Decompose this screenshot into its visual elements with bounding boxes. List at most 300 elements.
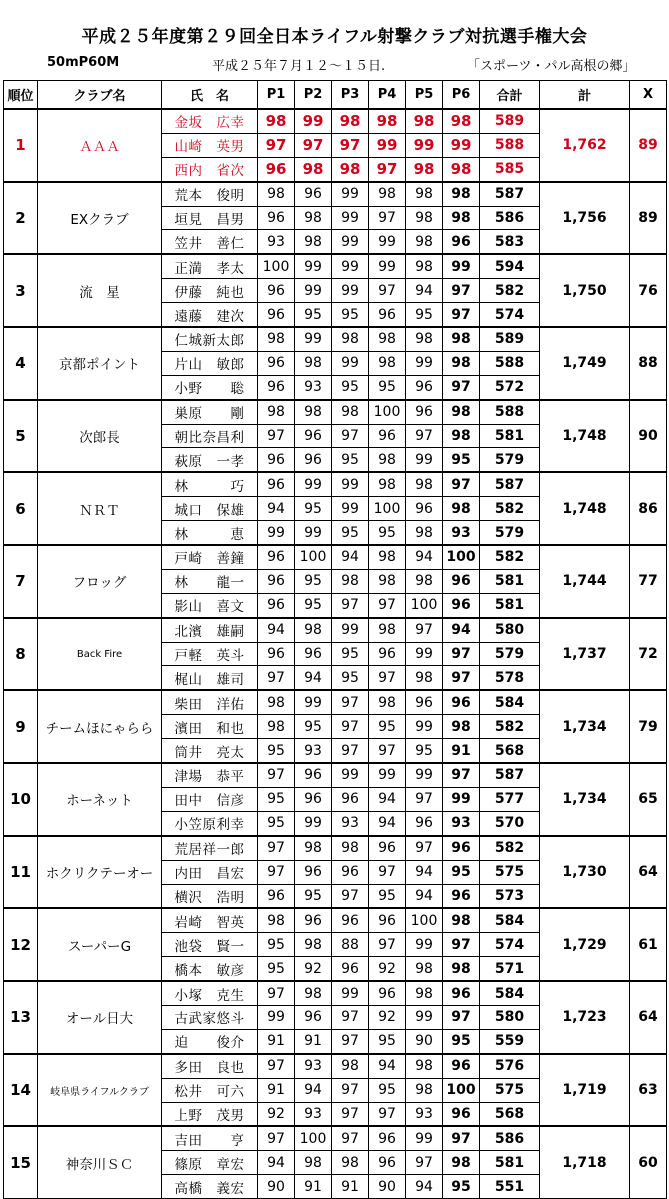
club-name-cell: ホクリクテーオー	[38, 836, 162, 909]
series-score-cell-p2: 94	[295, 666, 332, 690]
series-score-cell-p6: 96	[443, 836, 480, 860]
series-score-cell-p1: 98	[258, 400, 295, 424]
rank-cell: 4	[4, 327, 38, 400]
series-score-cell-p5: 90	[406, 1029, 443, 1053]
series-score-cell-p2: 93	[295, 739, 332, 763]
table-row	[4, 836, 667, 860]
series-score-cell-p4: 94	[369, 1054, 406, 1078]
shooter-name-cell: 戸軽 英斗	[162, 642, 258, 666]
series-score-cell-p5: 99	[406, 933, 443, 957]
team-x-cell: 90	[630, 400, 667, 473]
series-score-cell-p1: 97	[258, 424, 295, 448]
series-score-cell-p4: 97	[369, 739, 406, 763]
shooter-sum-cell: 551	[480, 1175, 540, 1199]
shooter-sum-cell: 575	[480, 860, 540, 884]
series-score-cell-p6: 91	[443, 739, 480, 763]
series-score-cell-p2: 98	[295, 618, 332, 642]
header-p6: P6	[443, 81, 480, 110]
series-score-cell-p6: 97	[443, 666, 480, 690]
series-score-cell-p1: 97	[258, 1054, 295, 1078]
shooter-sum-cell: 574	[480, 303, 540, 327]
series-score-cell-p2: 99	[295, 521, 332, 545]
rank-cell: 13	[4, 981, 38, 1054]
series-score-cell-p5: 98	[406, 254, 443, 278]
shooter-name-cell: 荒居祥一郎	[162, 836, 258, 860]
shooter-sum-cell: 586	[480, 206, 540, 230]
shooter-name-cell: 古武家悠斗	[162, 1005, 258, 1029]
series-score-cell-p6: 96	[443, 1054, 480, 1078]
table-row	[4, 763, 667, 787]
shooter-sum-cell: 579	[480, 642, 540, 666]
series-score-cell-p4: 97	[369, 206, 406, 230]
series-score-cell-p4: 96	[369, 1126, 406, 1150]
club-name-cell: EXクラブ	[38, 182, 162, 255]
shooter-sum-cell: 579	[480, 448, 540, 472]
team-x-cell: 89	[630, 182, 667, 255]
club-name-cell: 京都ポイント	[38, 327, 162, 400]
series-score-cell-p2: 98	[295, 230, 332, 254]
series-score-cell-p3: 98	[332, 1054, 369, 1078]
shooter-sum-cell: 580	[480, 1005, 540, 1029]
series-score-cell-p4: 97	[369, 860, 406, 884]
shooter-sum-cell: 575	[480, 1078, 540, 1102]
series-score-cell-p4: 97	[369, 933, 406, 957]
series-score-cell-p4: 96	[369, 981, 406, 1005]
series-score-cell-p4: 98	[369, 351, 406, 375]
series-score-cell-p5: 98	[406, 666, 443, 690]
series-score-cell-p3: 95	[332, 375, 369, 399]
series-score-cell-p2: 98	[295, 981, 332, 1005]
shooter-name-cell: 筒井 亮太	[162, 739, 258, 763]
series-score-cell-p3: 97	[332, 1029, 369, 1053]
series-score-cell-p1: 95	[258, 933, 295, 957]
club-name-cell: ホーネット	[38, 763, 162, 836]
series-score-cell-p5: 96	[406, 400, 443, 424]
series-score-cell-p6: 97	[443, 375, 480, 399]
header-p4: P4	[369, 81, 406, 110]
series-score-cell-p1: 95	[258, 739, 295, 763]
series-score-cell-p4: 98	[369, 545, 406, 569]
team-total-cell: 1,718	[540, 1126, 630, 1198]
rank-cell: 14	[4, 1054, 38, 1127]
series-score-cell-p6: 93	[443, 811, 480, 835]
series-score-cell-p6: 95	[443, 1175, 480, 1199]
series-score-cell-p5: 99	[406, 763, 443, 787]
series-score-cell-p4: 98	[369, 690, 406, 714]
table-row	[4, 545, 667, 569]
series-score-cell-p2: 95	[295, 593, 332, 617]
series-score-cell-p4: 97	[369, 157, 406, 181]
shooter-name-cell: 林 巧	[162, 472, 258, 496]
rank-cell: 1	[4, 109, 38, 182]
series-score-cell-p4: 96	[369, 1151, 406, 1175]
rank-cell: 8	[4, 618, 38, 691]
series-score-cell-p2: 95	[295, 884, 332, 908]
series-score-cell-p1: 90	[258, 1175, 295, 1199]
shooter-name-cell: 金坂 広幸	[162, 109, 258, 133]
series-score-cell-p5: 94	[406, 279, 443, 303]
series-score-cell-p3: 97	[332, 1126, 369, 1150]
series-score-cell-p4: 96	[369, 424, 406, 448]
team-x-cell: 77	[630, 545, 667, 618]
series-score-cell-p5: 98	[406, 521, 443, 545]
shooter-sum-cell: 584	[480, 908, 540, 932]
series-score-cell-p2: 95	[295, 715, 332, 739]
series-score-cell-p6: 97	[443, 303, 480, 327]
club-name-cell: スーパーG	[38, 908, 162, 981]
series-score-cell-p2: 96	[295, 1005, 332, 1029]
series-score-cell-p2: 96	[295, 787, 332, 811]
series-score-cell-p5: 97	[406, 424, 443, 448]
series-score-cell-p5: 98	[406, 1078, 443, 1102]
series-score-cell-p2: 98	[295, 206, 332, 230]
series-score-cell-p4: 96	[369, 642, 406, 666]
series-score-cell-p6: 98	[443, 327, 480, 351]
series-score-cell-p3: 99	[332, 472, 369, 496]
series-score-cell-p1: 96	[258, 642, 295, 666]
shooter-name-cell: 荒本 俊明	[162, 182, 258, 206]
header-club: クラブ名	[38, 81, 162, 110]
series-score-cell-p3: 97	[332, 884, 369, 908]
shooter-name-cell: 遠藤 建次	[162, 303, 258, 327]
series-score-cell-p1: 96	[258, 375, 295, 399]
series-score-cell-p3: 99	[332, 618, 369, 642]
shooter-sum-cell: 581	[480, 569, 540, 593]
table-row	[4, 472, 667, 496]
series-score-cell-p3: 91	[332, 1175, 369, 1199]
series-score-cell-p1: 94	[258, 618, 295, 642]
series-score-cell-p2: 95	[295, 497, 332, 521]
team-x-cell: 76	[630, 254, 667, 327]
series-score-cell-p4: 90	[369, 1175, 406, 1199]
series-score-cell-p6: 96	[443, 1102, 480, 1126]
series-score-cell-p3: 96	[332, 787, 369, 811]
shooter-name-cell: 山崎 英男	[162, 133, 258, 157]
series-score-cell-p2: 99	[295, 109, 332, 133]
series-score-cell-p5: 99	[406, 1005, 443, 1029]
series-score-cell-p6: 99	[443, 133, 480, 157]
shooter-name-cell: 林 龍一	[162, 569, 258, 593]
shooter-sum-cell: 578	[480, 666, 540, 690]
shooter-name-cell: 田中 信彦	[162, 787, 258, 811]
series-score-cell-p2: 98	[295, 836, 332, 860]
header-rank: 順位	[4, 81, 38, 110]
shooter-name-cell: 橋本 敏彦	[162, 957, 258, 981]
series-score-cell-p5: 94	[406, 884, 443, 908]
series-score-cell-p6: 95	[443, 1029, 480, 1053]
team-total-cell: 1,748	[540, 472, 630, 545]
series-score-cell-p5: 99	[406, 642, 443, 666]
table-header-row	[4, 81, 667, 110]
series-score-cell-p6: 97	[443, 1005, 480, 1029]
club-name-cell: オール日大	[38, 981, 162, 1054]
series-score-cell-p5: 99	[406, 133, 443, 157]
series-score-cell-p6: 98	[443, 424, 480, 448]
series-score-cell-p6: 97	[443, 472, 480, 496]
series-score-cell-p6: 98	[443, 157, 480, 181]
shooter-name-cell: 上野 茂男	[162, 1102, 258, 1126]
shooter-name-cell: 北濱 雄嗣	[162, 618, 258, 642]
series-score-cell-p4: 98	[369, 182, 406, 206]
series-score-cell-p6: 100	[443, 545, 480, 569]
series-score-cell-p5: 98	[406, 957, 443, 981]
event-date: 平成２５年７月１２～１５日.	[212, 59, 386, 74]
shooter-sum-cell: 587	[480, 182, 540, 206]
series-score-cell-p3: 96	[332, 908, 369, 932]
series-score-cell-p6: 97	[443, 1126, 480, 1150]
shooter-name-cell: 城口 保雄	[162, 497, 258, 521]
series-score-cell-p2: 96	[295, 448, 332, 472]
series-score-cell-p3: 99	[332, 351, 369, 375]
rank-cell: 9	[4, 690, 38, 763]
series-score-cell-p2: 100	[295, 1126, 332, 1150]
series-score-cell-p1: 98	[258, 182, 295, 206]
series-score-cell-p5: 98	[406, 157, 443, 181]
shooter-name-cell: 小野 聡	[162, 375, 258, 399]
series-score-cell-p1: 96	[258, 884, 295, 908]
series-score-cell-p1: 95	[258, 957, 295, 981]
team-total-cell: 1,756	[540, 182, 630, 255]
series-score-cell-p4: 97	[369, 279, 406, 303]
series-score-cell-p6: 98	[443, 206, 480, 230]
series-score-cell-p6: 98	[443, 957, 480, 981]
shooter-name-cell: 小塚 克生	[162, 981, 258, 1005]
series-score-cell-p5: 97	[406, 787, 443, 811]
table-row	[4, 981, 667, 1005]
series-score-cell-p3: 95	[332, 642, 369, 666]
table-row	[4, 182, 667, 206]
shooter-name-cell: 影山 喜文	[162, 593, 258, 617]
shooter-name-cell: 戸崎 善鐘	[162, 545, 258, 569]
series-score-cell-p6: 97	[443, 279, 480, 303]
series-score-cell-p4: 97	[369, 593, 406, 617]
series-score-cell-p1: 98	[258, 715, 295, 739]
series-score-cell-p1: 96	[258, 303, 295, 327]
shooter-name-cell: 朝比奈昌利	[162, 424, 258, 448]
shooter-name-cell: 仁城新太郎	[162, 327, 258, 351]
series-score-cell-p1: 97	[258, 666, 295, 690]
series-score-cell-p6: 95	[443, 448, 480, 472]
series-score-cell-p3: 98	[332, 400, 369, 424]
team-total-cell: 1,762	[540, 109, 630, 182]
series-score-cell-p1: 91	[258, 1078, 295, 1102]
series-score-cell-p4: 99	[369, 763, 406, 787]
series-score-cell-p5: 95	[406, 303, 443, 327]
shooter-name-cell: 伊藤 純也	[162, 279, 258, 303]
series-score-cell-p5: 96	[406, 497, 443, 521]
shooter-sum-cell: 594	[480, 254, 540, 278]
series-score-cell-p2: 99	[295, 327, 332, 351]
series-score-cell-p3: 95	[332, 666, 369, 690]
series-score-cell-p3: 97	[332, 424, 369, 448]
series-score-cell-p3: 95	[332, 303, 369, 327]
shooter-sum-cell: 587	[480, 763, 540, 787]
shooter-sum-cell: 588	[480, 351, 540, 375]
series-score-cell-p3: 95	[332, 521, 369, 545]
shooter-sum-cell: 584	[480, 981, 540, 1005]
series-score-cell-p2: 96	[295, 908, 332, 932]
series-score-cell-p1: 92	[258, 1102, 295, 1126]
series-score-cell-p5: 97	[406, 1151, 443, 1175]
series-score-cell-p1: 93	[258, 230, 295, 254]
series-score-cell-p4: 94	[369, 787, 406, 811]
series-score-cell-p4: 98	[369, 448, 406, 472]
series-score-cell-p2: 99	[295, 254, 332, 278]
series-score-cell-p4: 95	[369, 1078, 406, 1102]
series-score-cell-p4: 97	[369, 1102, 406, 1126]
series-score-cell-p1: 98	[258, 327, 295, 351]
series-score-cell-p5: 96	[406, 690, 443, 714]
header-total: 計	[540, 81, 630, 110]
series-score-cell-p2: 98	[295, 1151, 332, 1175]
header-x: X	[630, 81, 667, 110]
series-score-cell-p3: 99	[332, 254, 369, 278]
series-score-cell-p5: 97	[406, 618, 443, 642]
event-label: 50mP60M	[47, 55, 120, 70]
results-table	[3, 80, 667, 1199]
series-score-cell-p6: 96	[443, 690, 480, 714]
series-score-cell-p2: 91	[295, 1175, 332, 1199]
shooter-name-cell: 岩崎 智英	[162, 908, 258, 932]
page-title: 平成２５年度第２９回全日本ライフル射撃クラブ対抗選手権大会	[81, 27, 588, 47]
series-score-cell-p2: 98	[295, 400, 332, 424]
series-score-cell-p5: 98	[406, 109, 443, 133]
series-score-cell-p1: 97	[258, 860, 295, 884]
team-total-cell: 1,734	[540, 763, 630, 836]
header-p2: P2	[295, 81, 332, 110]
shooter-sum-cell: 584	[480, 690, 540, 714]
shooter-name-cell: 松井 可六	[162, 1078, 258, 1102]
series-score-cell-p5: 93	[406, 1102, 443, 1126]
series-score-cell-p4: 95	[369, 715, 406, 739]
series-score-cell-p4: 99	[369, 254, 406, 278]
series-score-cell-p5: 94	[406, 860, 443, 884]
series-score-cell-p3: 99	[332, 763, 369, 787]
series-score-cell-p2: 99	[295, 690, 332, 714]
series-score-cell-p1: 95	[258, 787, 295, 811]
series-score-cell-p3: 97	[332, 690, 369, 714]
team-total-cell: 1,748	[540, 400, 630, 473]
team-total-cell: 1,737	[540, 618, 630, 691]
series-score-cell-p3: 97	[332, 1102, 369, 1126]
team-total-cell: 1,729	[540, 908, 630, 981]
series-score-cell-p1: 96	[258, 206, 295, 230]
shooter-sum-cell: 581	[480, 424, 540, 448]
series-score-cell-p2: 96	[295, 424, 332, 448]
series-score-cell-p4: 99	[369, 133, 406, 157]
club-name-cell: 神奈川ＳＣ	[38, 1126, 162, 1198]
header-sum: 合計	[480, 81, 540, 110]
shooter-name-cell: 柴田 洋佑	[162, 690, 258, 714]
series-score-cell-p5: 98	[406, 981, 443, 1005]
shooter-sum-cell: 579	[480, 521, 540, 545]
series-score-cell-p2: 95	[295, 569, 332, 593]
shooter-name-cell: 横沢 浩明	[162, 884, 258, 908]
team-total-cell: 1,723	[540, 981, 630, 1054]
series-score-cell-p5: 95	[406, 739, 443, 763]
shooter-sum-cell: 570	[480, 811, 540, 835]
shooter-sum-cell: 577	[480, 787, 540, 811]
series-score-cell-p4: 95	[369, 1029, 406, 1053]
table-row	[4, 400, 667, 424]
rank-cell: 5	[4, 400, 38, 473]
rank-cell: 2	[4, 182, 38, 255]
shooter-name-cell: 高橋 義宏	[162, 1175, 258, 1199]
series-score-cell-p4: 96	[369, 303, 406, 327]
header-p3: P3	[332, 81, 369, 110]
series-score-cell-p1: 97	[258, 133, 295, 157]
series-score-cell-p1: 94	[258, 1151, 295, 1175]
rank-cell: 15	[4, 1126, 38, 1198]
series-score-cell-p1: 98	[258, 908, 295, 932]
shooter-sum-cell: 580	[480, 618, 540, 642]
series-score-cell-p1: 96	[258, 545, 295, 569]
series-score-cell-p5: 96	[406, 811, 443, 835]
series-score-cell-p5: 98	[406, 569, 443, 593]
series-score-cell-p3: 97	[332, 1005, 369, 1029]
club-name-cell: フロッグ	[38, 545, 162, 618]
shooter-name-cell: 正満 孝太	[162, 254, 258, 278]
series-score-cell-p5: 98	[406, 230, 443, 254]
shooter-sum-cell: 588	[480, 133, 540, 157]
series-score-cell-p1: 98	[258, 109, 295, 133]
series-score-cell-p6: 93	[443, 521, 480, 545]
series-score-cell-p3: 88	[332, 933, 369, 957]
club-name-cell: 次郎長	[38, 400, 162, 473]
series-score-cell-p6: 96	[443, 230, 480, 254]
table-row	[4, 908, 667, 932]
series-score-cell-p1: 97	[258, 763, 295, 787]
series-score-cell-p6: 95	[443, 860, 480, 884]
club-name-cell: ＮＲＴ	[38, 472, 162, 545]
shooter-name-cell: 池袋 賢一	[162, 933, 258, 957]
series-score-cell-p1: 96	[258, 593, 295, 617]
series-score-cell-p6: 98	[443, 497, 480, 521]
shooter-name-cell: 片山 敏郎	[162, 351, 258, 375]
series-score-cell-p1: 96	[258, 157, 295, 181]
series-score-cell-p3: 99	[332, 230, 369, 254]
shooter-sum-cell: 571	[480, 957, 540, 981]
series-score-cell-p3: 99	[332, 206, 369, 230]
series-score-cell-p6: 98	[443, 1151, 480, 1175]
team-x-cell: 86	[630, 472, 667, 545]
series-score-cell-p2: 98	[295, 157, 332, 181]
series-score-cell-p3: 97	[332, 739, 369, 763]
series-score-cell-p2: 97	[295, 133, 332, 157]
table-row	[4, 690, 667, 714]
rank-cell: 11	[4, 836, 38, 909]
series-score-cell-p2: 96	[295, 860, 332, 884]
series-score-cell-p1: 96	[258, 472, 295, 496]
team-x-cell: 79	[630, 690, 667, 763]
team-x-cell: 63	[630, 1054, 667, 1127]
club-name-cell: 岐阜県ライフルクラブ	[38, 1054, 162, 1127]
series-score-cell-p3: 97	[332, 1078, 369, 1102]
table-row	[4, 1054, 667, 1078]
series-score-cell-p5: 98	[406, 327, 443, 351]
series-score-cell-p1: 99	[258, 521, 295, 545]
series-score-cell-p5: 98	[406, 1054, 443, 1078]
series-score-cell-p6: 98	[443, 908, 480, 932]
rank-cell: 6	[4, 472, 38, 545]
shooter-name-cell: 濱田 和也	[162, 715, 258, 739]
team-x-cell: 60	[630, 1126, 667, 1198]
series-score-cell-p3: 98	[332, 1151, 369, 1175]
team-x-cell: 72	[630, 618, 667, 691]
shooter-sum-cell: 582	[480, 836, 540, 860]
header-name: 氏 名	[162, 81, 258, 110]
shooter-name-cell: 小笠原利幸	[162, 811, 258, 835]
